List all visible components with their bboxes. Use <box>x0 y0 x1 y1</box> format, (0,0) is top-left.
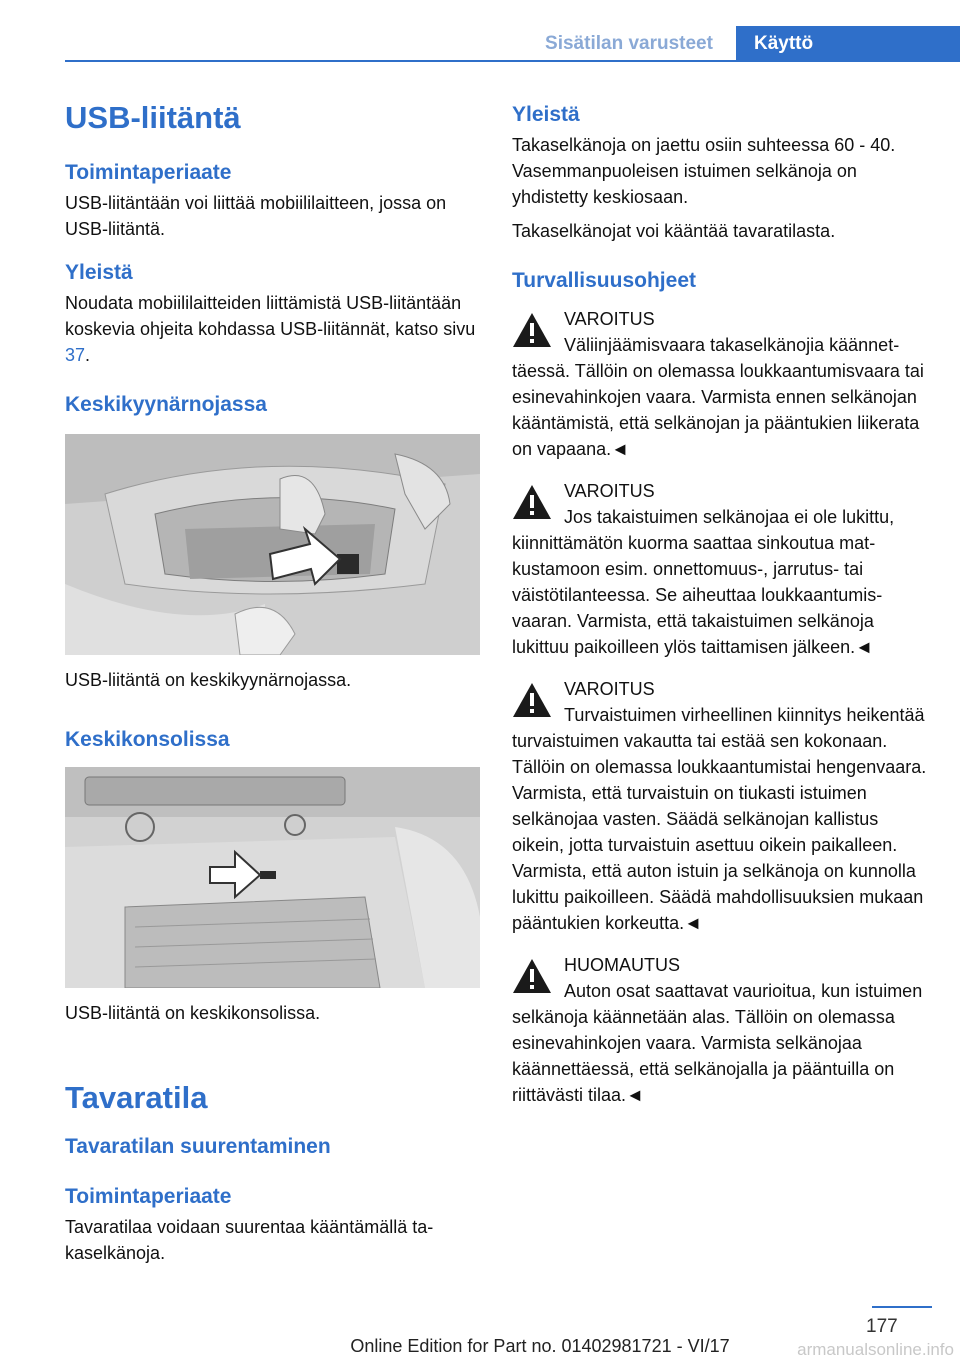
warning-block <box>512 478 932 660</box>
left-column <box>65 100 481 1266</box>
cargo-enlarge-heading: Tavaratilan suurentaminen <box>65 1135 331 1158</box>
seat-general-heading: Yleistä <box>512 103 580 126</box>
cargo-principle-heading: Toimintaperiaate <box>65 1185 232 1208</box>
armrest-heading: Keskikyynärnojassa <box>65 393 267 416</box>
warning-icon <box>512 682 552 718</box>
general-text <box>65 290 481 368</box>
console-usb-illustration <box>65 767 480 988</box>
page-number: 177 <box>866 1316 898 1337</box>
seat-general-p1: Takaselkänoja on jaettu osiin suhteessa 60 - 40. Vasemmanpuoleisen istuimen selkänoja on yhdistetty keskiosaan. <box>512 135 896 207</box>
console-caption: USB-liitäntä on keskikonsolissa. <box>65 1003 321 1023</box>
general-text-body: Noudata mobiililaitteiden liittämistä USB-liitäntään koskevia ohjeita kohdassa USB-liitännät, katso sivu <box>65 293 476 339</box>
notice-block <box>512 952 932 1108</box>
warning-text: Väliinjäämisvaara takaselkänojia käännettäessä. Tällöin on olemassa loukkaantumisvaara tai esinevahinkojen vaara. Varmista ennen selkänojan kääntämistä, että selkänojan ja pääntukien liikerata on vapaana.◄ <box>512 335 924 459</box>
warning-block <box>512 306 932 462</box>
notice-label: HUOMAUTUS <box>564 955 680 975</box>
header-rule <box>65 60 960 62</box>
warning-icon <box>512 312 552 348</box>
seat-general-p2: Takaselkänojat voi kääntää tavaratilasta. <box>512 221 836 241</box>
cargo-principle-text: Tavaratilaa voidaan suurentaa kääntämällä takaselkänoja. <box>65 1217 434 1263</box>
header-active-tab: Käyttö <box>736 26 960 62</box>
warning-label: VAROITUS <box>564 679 655 699</box>
right-column <box>512 102 932 1108</box>
armrest-caption: USB-liitäntä on keskikyynärnojassa. <box>65 670 352 690</box>
edition-footer: Online Edition for Part no. 01402981721 - VI/17 <box>350 1336 730 1356</box>
general-text-end: . <box>85 345 91 365</box>
header-section-tab: Sisätilan varusteet <box>545 33 713 54</box>
warning-block <box>512 676 932 936</box>
warning-text: Turvaistuimen virheellinen kiinnitys heikentää turvaistuimen vakautta tai estää sen kokonaan. Tällöin on olemassa loukkaantumistai hengenvaara. Varmista, että turvaistuin on tiukasti istuimen selkänojaa vasten. Säädä selkänojan kallistus oikein, jotta turvaistuin asettuu oikein paikalleen. Varmista, että auton istuin ja selkänoja on kunnolla lukittu paikoilleen. Säädä mahdollisuuksien mukaan pääntukien korkeutta.◄ <box>512 705 927 933</box>
notice-text: Auton osat saattavat vaurioitua, kun istuimen selkänoja käännetään alas. Tällöin on olemassa esinevahinkojen vaara. Varmista selkänojaa käännettäessä, että selkänojalla ja pääntuilla on riittävästi tilaa.◄ <box>512 981 923 1105</box>
warning-icon <box>512 484 552 520</box>
footer-rule <box>872 1306 932 1308</box>
safety-heading: Turvallisuusohjeet <box>512 269 696 292</box>
page-link-37[interactable]: 37 <box>65 345 86 365</box>
general-heading: Yleistä <box>65 261 133 284</box>
usb-section-title: USB-liitäntä <box>65 100 241 135</box>
cargo-section-title: Tavaratila <box>65 1080 208 1115</box>
watermark: armanualsonline.info <box>797 1340 954 1359</box>
armrest-usb-illustration <box>65 434 480 655</box>
principle-text: USB-liitäntään voi liittää mobiililaitteen, jossa on USB-liitäntä. <box>65 193 447 239</box>
principle-heading: Toimintaperiaate <box>65 161 232 184</box>
warning-text: Jos takaistuimen selkänojaa ei ole lukittu, kiinnittämätön kuorma saattaa sinkoutua matkustamoon esim. onnettomuus-, jarrutus- tai väistötilanteessa. Se aiheuttaa loukkaantumisvaaran. Varmista, että takaistuimen selkänoja lukittuu paikoilleen ylös taittamisen jälkeen.◄ <box>512 507 895 657</box>
warning-icon <box>512 958 552 994</box>
console-heading: Keskikonsolissa <box>65 728 230 751</box>
warning-label: VAROITUS <box>564 481 655 501</box>
warning-label: VAROITUS <box>564 309 655 329</box>
